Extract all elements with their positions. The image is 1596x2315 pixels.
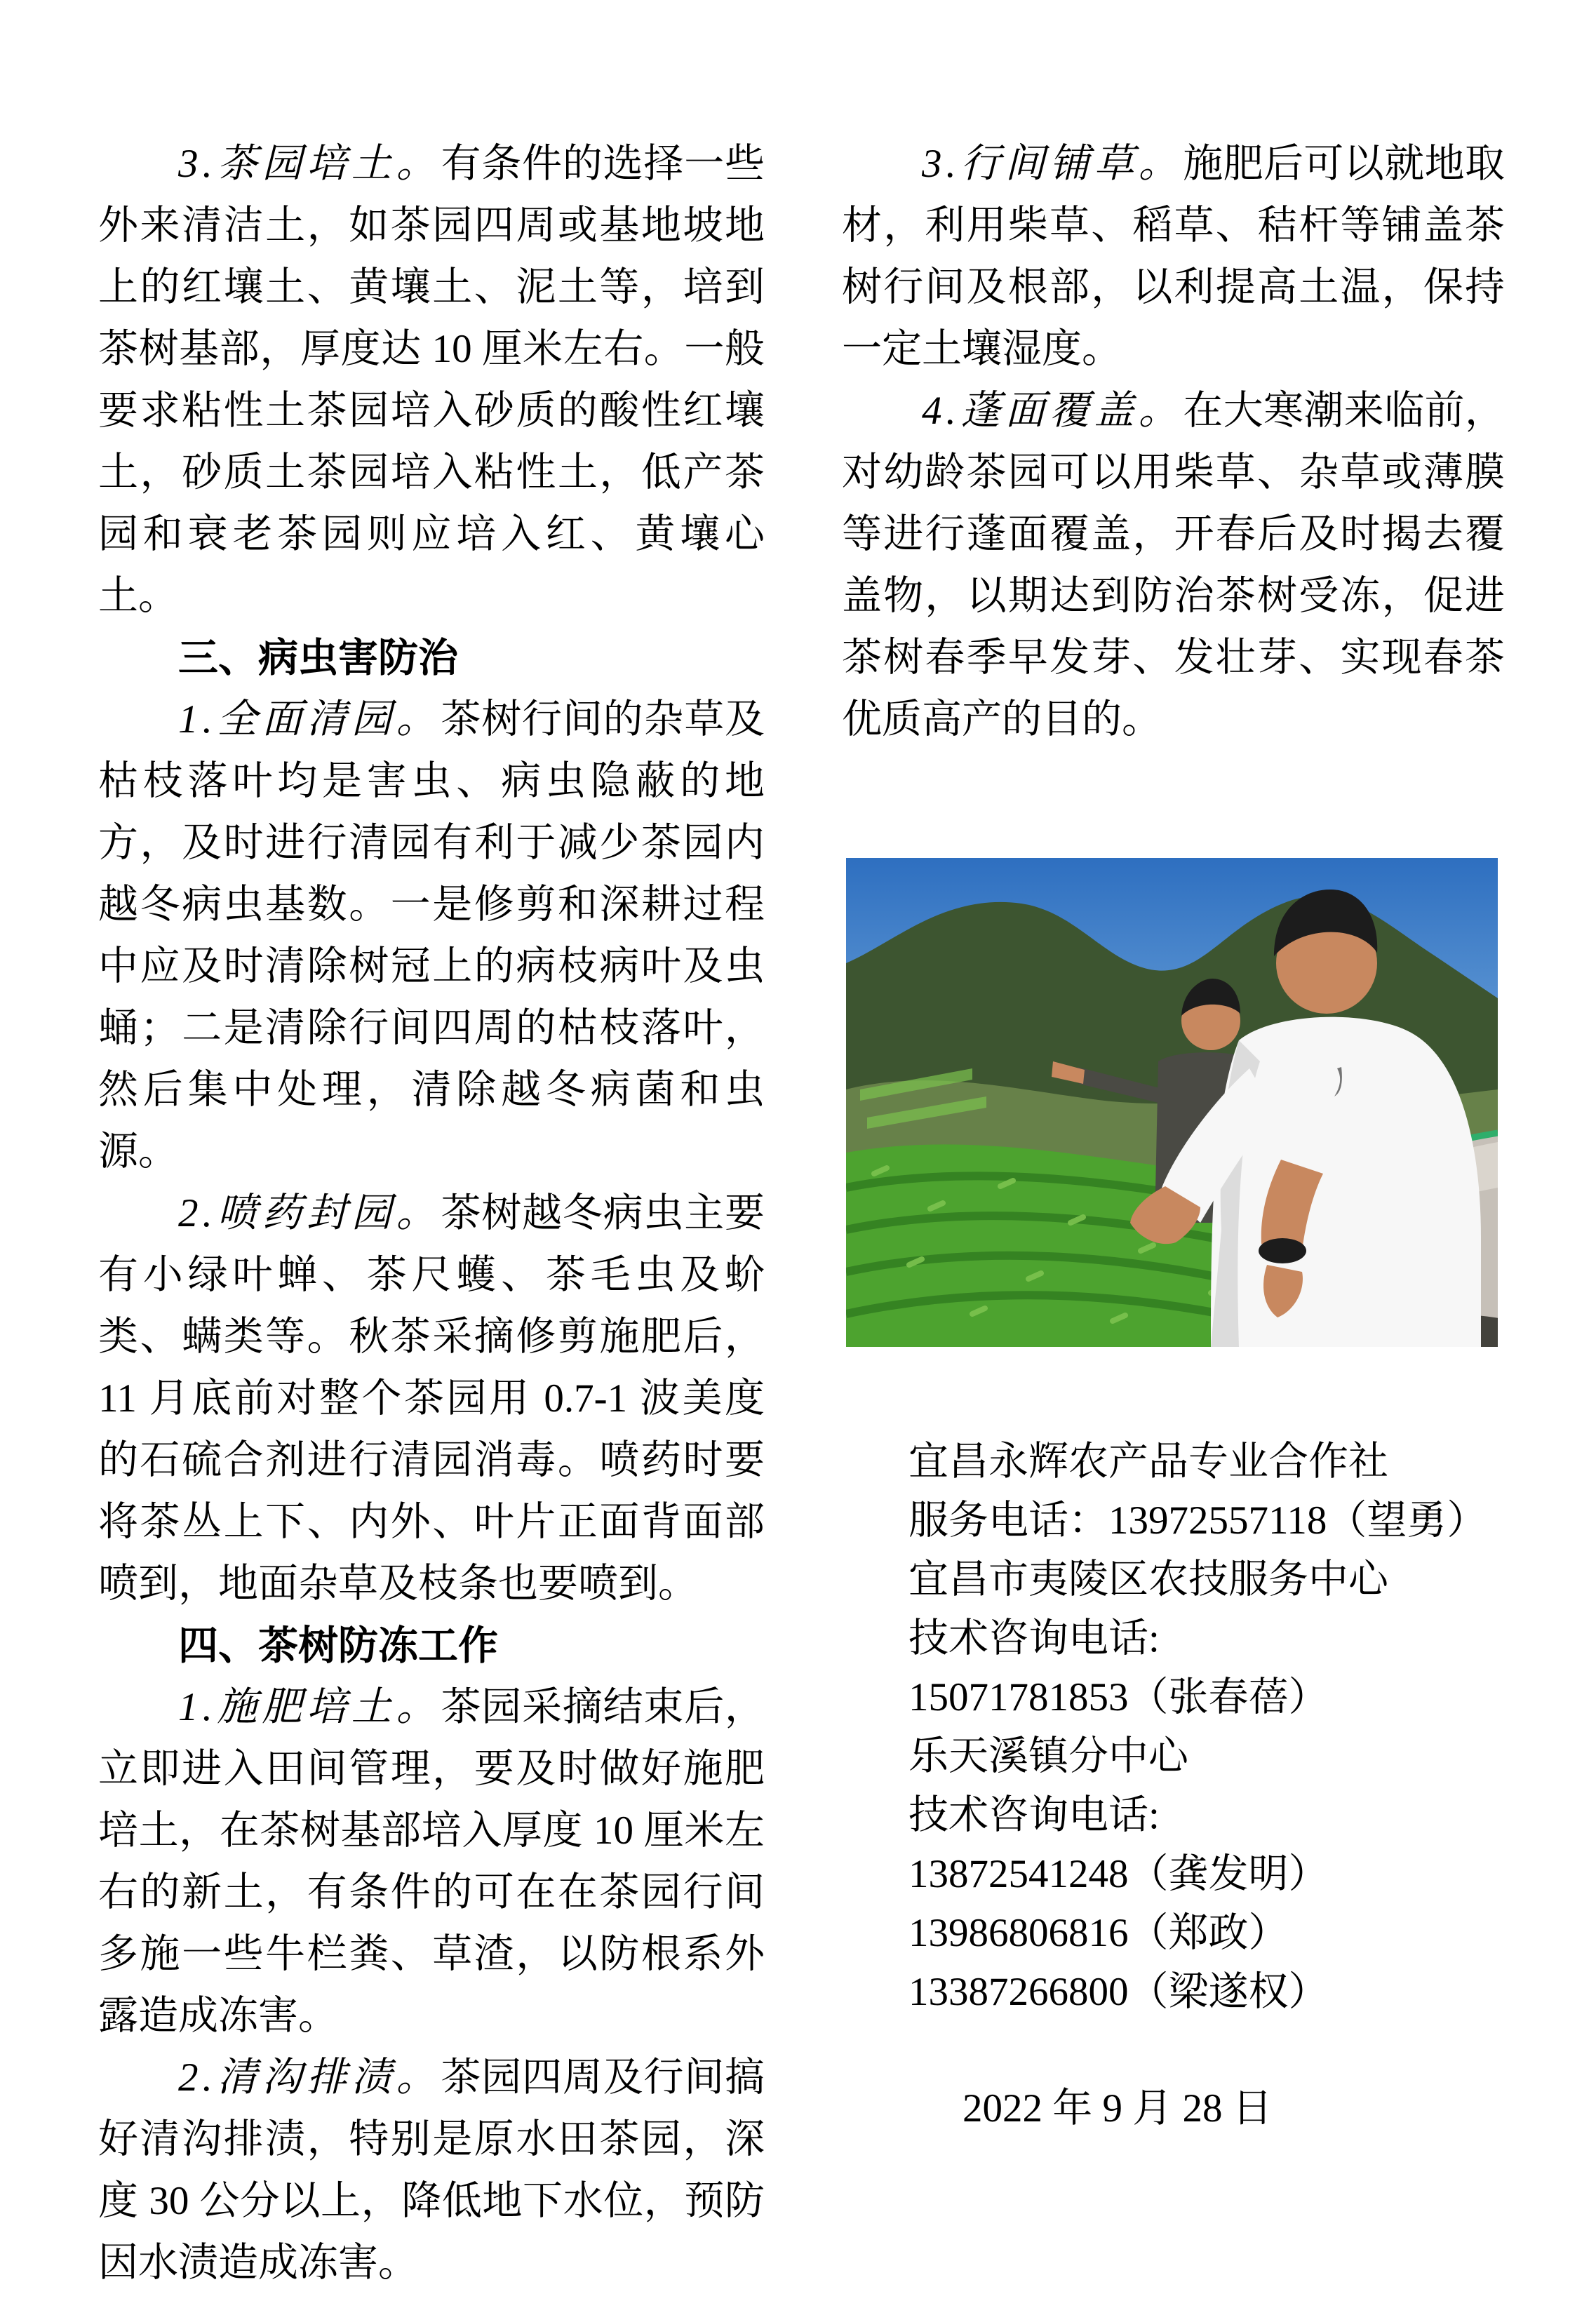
paragraph-lead: 1.施肥培土。 [178, 1685, 441, 1729]
section-heading-pest-control: 三、病虫害防治 [178, 635, 458, 681]
paragraph-lead: 2.喷药封园。 [178, 1191, 441, 1235]
paragraph-body: 茶树行间的杂草及枯枝落叶均是害虫、病虫隐蔽的地方，及时进行清园有利于减少茶园内越冬病虫基数。一是修剪和深耕过程中应及时清除树冠上的病枝病叶及虫蛹；二是清除行间四周的枯枝落叶，然后集中处理，清除越冬病菌和虫源。 [98, 697, 765, 1174]
paragraph-lead: 3.茶园培土。 [178, 142, 441, 186]
document-date: 2022 年 9 月 28 日 [963, 2086, 1273, 2131]
paragraph-body: 有条件的选择一些外来清洁土，如茶园四周或基地坡地上的红壤土、黄壤土、泥土等，培到茶树基部，厚度达 10 厘米左右。一般要求粘性土茶园培入砂质的酸性红壤土，砂质土茶园培入粘性土，低产茶园和衰老茶园则应培入红、黄壤心土。 [98, 142, 765, 618]
contact-phone-gongfaming: 13872541248（龚发明） [908, 1852, 1329, 1896]
tea-field-photo [846, 858, 1498, 1347]
section-heading-frost-protection: 四、茶树防冻工作 [178, 1623, 498, 1669]
paragraph-row-mulching [842, 133, 1505, 380]
tea-field-photo-illustration [846, 858, 1498, 1347]
contact-service-phone: 服务电话：13972557118（望勇） [908, 1498, 1487, 1543]
right-text-column [842, 133, 1505, 751]
paragraph-full-garden-cleaning [98, 689, 765, 1183]
paragraph-spray-sealing [98, 1183, 765, 1615]
paragraph-lead: 4.蓬面覆盖。 [922, 389, 1183, 433]
contact-info-block [908, 1432, 1512, 2022]
contact-phone-liangsuiquan: 13387266800（梁遂权） [908, 1970, 1329, 2014]
contact-branch-center-name: 乐天溪镇分中心 [908, 1734, 1188, 1778]
paragraph-body: 在大寒潮来临前，对幼龄茶园可以用柴草、杂草或薄膜等进行蓬面覆盖，开春后及时揭去覆盖物，以期达到防治茶树受冻，促进茶树春季早发芽、发壮芽、实现春茶优质高产的目的。 [842, 389, 1506, 742]
contact-phone-zhengzheng: 13986806816（郑政） [908, 1911, 1289, 1955]
contact-consult-phone-label: 技术咨询电话: [908, 1616, 1160, 1660]
left-text-column [98, 133, 765, 2294]
paragraph-tea-garden-soiling [98, 133, 765, 627]
paragraph-lead: 3.行间铺草。 [922, 142, 1183, 186]
paragraph-lead: 2.清沟排渍。 [178, 2055, 441, 2100]
paragraph-lead: 1.全面清园。 [178, 697, 441, 742]
paragraph-ditch-drainage [98, 2047, 765, 2294]
paragraph-fertilize-soil [98, 1677, 765, 2047]
paragraph-body: 茶园采摘结束后，立即进入田间管理，要及时做好施肥培土，在茶树基部培入厚度 10 厘米左右的新土，有条件的可在在茶园行间多施一些牛栏粪、草渣，以防根系外露造成冻害。 [98, 1685, 765, 2038]
contact-phone-zhangchunbei: 15071781853（张春蓓） [908, 1675, 1329, 1719]
contact-service-center-name: 宜昌市夷陵区农技服务中心 [908, 1557, 1388, 1602]
paragraph-body: 施肥后可以就地取材，利用柴草、稻草、秸杆等铺盖茶树行间及根部，以利提高土温，保持一定土壤湿度。 [842, 142, 1506, 371]
contact-consult-phone-label-2: 技术咨询电话: [908, 1793, 1160, 1837]
wristwatch [1259, 1238, 1306, 1263]
paragraph-canopy-covering [842, 380, 1505, 751]
paragraph-body: 茶树越冬病虫主要有小绿叶蝉、茶尺蠖、茶毛虫及蚧类、螨类等。秋茶采摘修剪施肥后， 11 月底前对整个茶园用 0.7-1 波美度的石硫合剂进行清园消毒。喷药时要将茶丛上下、内外、叶片正面背面部喷到，地面杂草及枝条也要喷到。 [98, 1191, 765, 1606]
paragraph-body: 茶园四周及行间搞好清沟排渍，特别是原水田茶园，深度 30 公分以上，降低地下水位，预防因水渍造成冻害。 [98, 2055, 765, 2285]
contact-cooperative-name: 宜昌永辉农产品专业合作社 [908, 1440, 1388, 1484]
